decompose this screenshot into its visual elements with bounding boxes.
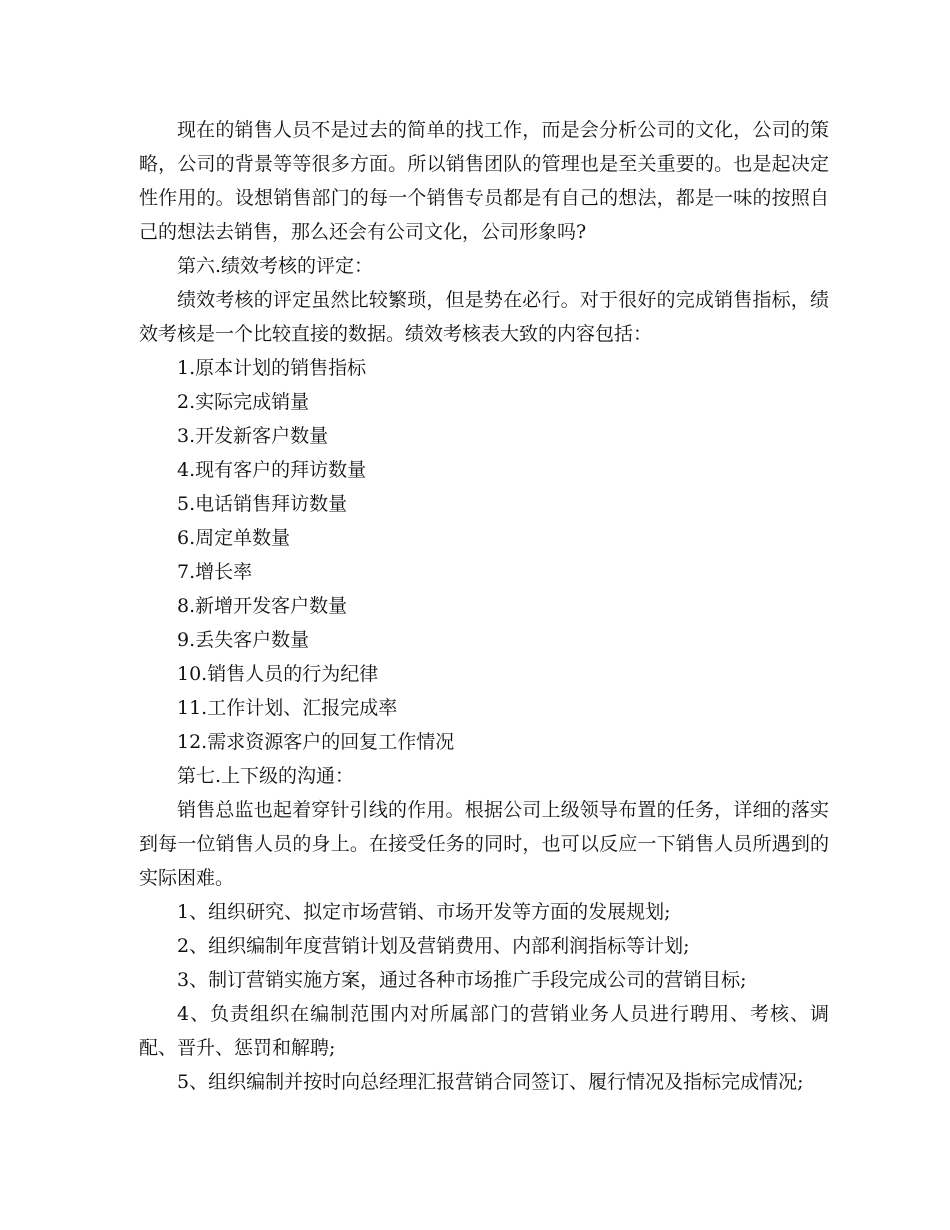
list-item: 4.现有客户的拜访数量	[177, 459, 367, 481]
section-heading-communication: 第七.上下级的沟通：	[177, 765, 355, 787]
list-item: 8.新增开发客户数量	[177, 595, 348, 617]
list-item: 7.增长率	[177, 561, 253, 583]
paragraph-performance-intro: 绩效考核的评定虽然比较繁琐，但是势在必行。对于很好的完成销售指标，绩效考核是一个比较直接的数据。绩效考核表大致的内容包括：	[139, 289, 829, 345]
list-item: 2、组织编制年度营销计划及营销费用、内部利润指标等计划;	[177, 935, 690, 957]
list-item: 5、组织编制并按时向总经理汇报营销合同签订、履行情况及指标完成情况;	[177, 1071, 804, 1093]
list-item: 9.丢失客户数量	[177, 629, 310, 651]
list-item: 4、负责组织在编制范围内对所属部门的营销业务人员进行聘用、考核、调配、晋升、惩罚和解聘;	[139, 1003, 829, 1059]
document-body	[139, 113, 829, 1099]
list-item: 2.实际完成销量	[177, 391, 310, 413]
paragraph-director-role: 销售总监也起着穿针引线的作用。根据公司上级领导布置的任务，详细的落实到每一位销售人员的身上。在接受任务的同时，也可以反应一下销售人员所遇到的实际困难。	[139, 799, 829, 889]
list-item: 1、组织研究、拟定市场营销、市场开发等方面的发展规划;	[177, 901, 671, 923]
list-item: 3.开发新客户数量	[177, 425, 329, 447]
list-item: 10.销售人员的行为纪律	[177, 663, 379, 685]
list-item: 5.电话销售拜访数量	[177, 493, 348, 515]
list-item: 11.工作计划、汇报完成率	[177, 697, 398, 719]
list-item: 1.原本计划的销售指标	[177, 357, 367, 379]
paragraph-sales-culture: 现在的销售人员不是过去的简单的找工作，而是会分析公司的文化，公司的策略，公司的背景等等很多方面。所以销售团队的管理也是至关重要的。也是起决定性作用的。设想销售部门的每一个销售专员都是有自己的想法，都是一味的按照自己的想法去销售，那么还会有公司文化，公司形象吗?	[139, 119, 829, 243]
list-item: 3、制订营销实施方案，通过各种市场推广手段完成公司的营销目标;	[177, 969, 747, 991]
list-item: 6.周定单数量	[177, 527, 291, 549]
section-heading-performance: 第六.绩效考核的评定：	[177, 255, 374, 277]
list-item: 12.需求资源客户的回复工作情况	[177, 731, 455, 753]
